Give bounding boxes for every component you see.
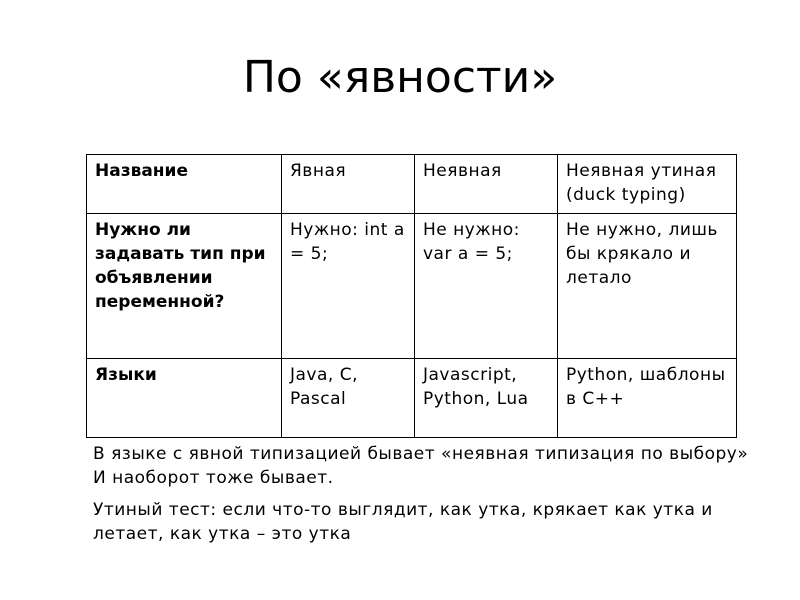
cell-explicit-declaration: Нужно: int a = 5; xyxy=(282,214,415,359)
notes xyxy=(93,442,753,546)
cell-implicit-header: Неявная xyxy=(415,155,558,214)
table-row-header xyxy=(87,155,737,214)
slide-title: По «явности» xyxy=(242,52,558,103)
cell-duck-languages: Python, шаблоны в С++ xyxy=(558,359,737,438)
note-duck-test: Утиный тест: если что-то выглядит, как утка, крякает как утка и летает, как утка – это утка xyxy=(93,500,713,544)
cell-declaration-label: Нужно ли задавать тип при объявлении переменной? xyxy=(87,214,282,359)
cell-name-header: Название xyxy=(87,155,282,214)
comparison-table xyxy=(86,154,737,438)
cell-explicit-header: Явная xyxy=(282,155,415,214)
cell-duck-header xyxy=(558,155,737,214)
cell-implicit-declaration: Не нужно: var a = 5; xyxy=(415,214,558,359)
note-reverse: И наоборот тоже бывает. xyxy=(93,468,334,488)
note-implicit-by-choice: В языке с явной типизацией бывает «неявная типизация по выбору» xyxy=(93,444,749,464)
cell-implicit-languages: Javascript, Python, Lua xyxy=(415,359,558,438)
cell-explicit-languages: Java, C, Pascal xyxy=(282,359,415,438)
cell-duck-header-text: Неявная утиная (duck typing) xyxy=(566,161,717,205)
table-row-declaration xyxy=(87,214,737,359)
cell-duck-declaration: Не нужно, лишь бы крякало и летало xyxy=(558,214,737,359)
cell-languages-label: Языки xyxy=(87,359,282,438)
table-row-languages xyxy=(87,359,737,438)
